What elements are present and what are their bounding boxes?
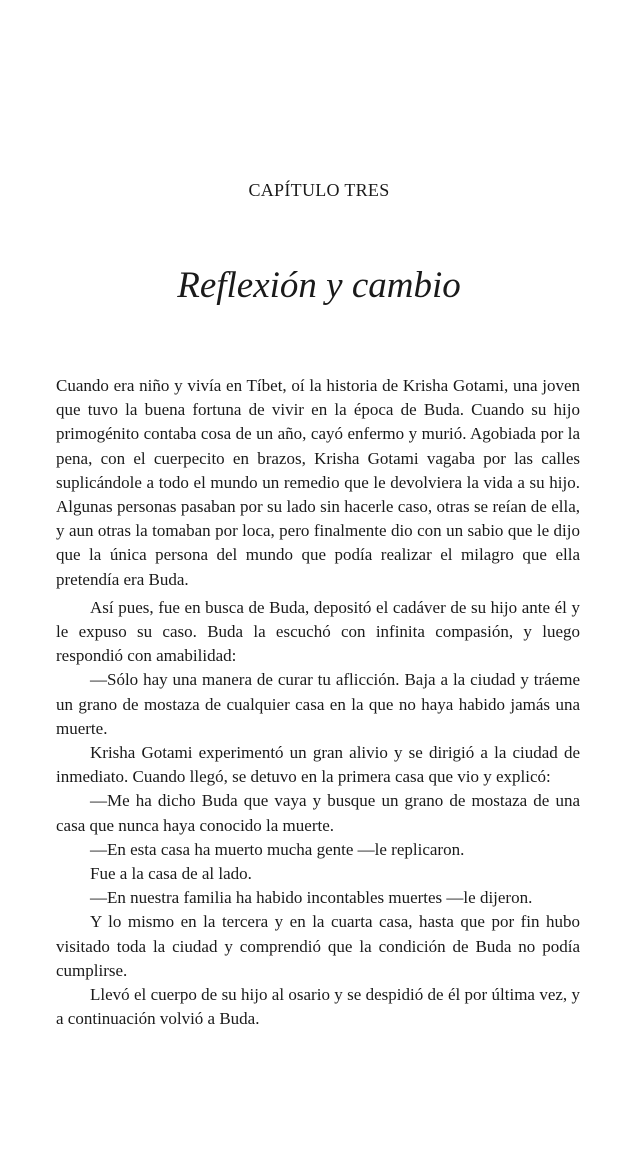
chapter-label: CAPÍTULO TRES <box>248 180 390 200</box>
paragraph: Así pues, fue en busca de Buda, depositó el cadáver de su hijo ante él y le expuso su caso. Buda la escuchó con infinita compasión, y luego respondió con amabilidad: <box>56 597 580 666</box>
chapter-body <box>56 374 580 1031</box>
paragraph: Y lo mismo en la tercera y en la cuarta casa, hasta que por fin hubo visitado toda la ciudad y comprendió que la condición de Buda no podía cumplirse. <box>56 912 580 980</box>
paragraph: Cuando era niño y vivía en Tíbet, oí la historia de Krisha Gotami, una joven que tuvo la buena fortuna de vivir en la época de Buda. Cuando su hijo primogénito contaba cosa de un año, cayó enfermo y murió. Agobiada por la pena, con el cuerpecito en brazos, Krisha Gotami vagaba por las calles suplicándole a todo el mundo un remedio que le devolviera la vida a su hijo. Algunas personas pasaban por su lado sin hacerle caso, otras se reían de ella, y aun otras la tomaban por loca, pero finalmente dio con un sabio que le dijo que la única persona del mundo que podía realizar el milagro que ella pretendía era Buda. <box>56 376 580 589</box>
paragraph: —En nuestra familia ha habido incontables muertes —le dijeron. <box>90 888 533 908</box>
paragraph: Krisha Gotami experimentó un gran alivio y se dirigió a la ciudad de inmediato. Cuando llegó, se detuvo en la primera casa que vio y explicó: <box>56 743 580 787</box>
chapter-title: Reflexión y cambio <box>177 265 461 306</box>
paragraph: —En esta casa ha muerto mucha gente —le replicaron. <box>90 839 465 859</box>
paragraph: —Me ha dicho Buda que vaya y busque un grano de mostaza de una casa que nunca haya conocido la muerte. <box>56 791 580 835</box>
paragraph: Llevó el cuerpo de su hijo al osario y se despidió de él por última vez, y a continuación volvió a Buda. <box>56 985 580 1029</box>
paragraph: Fue a la casa de al lado. <box>90 864 252 884</box>
paragraph: —Sólo hay una manera de curar tu aflicción. Baja a la ciudad y tráeme un grano de mostaza de cualquier casa en la que no haya habido jamás una muerte. <box>56 670 580 738</box>
